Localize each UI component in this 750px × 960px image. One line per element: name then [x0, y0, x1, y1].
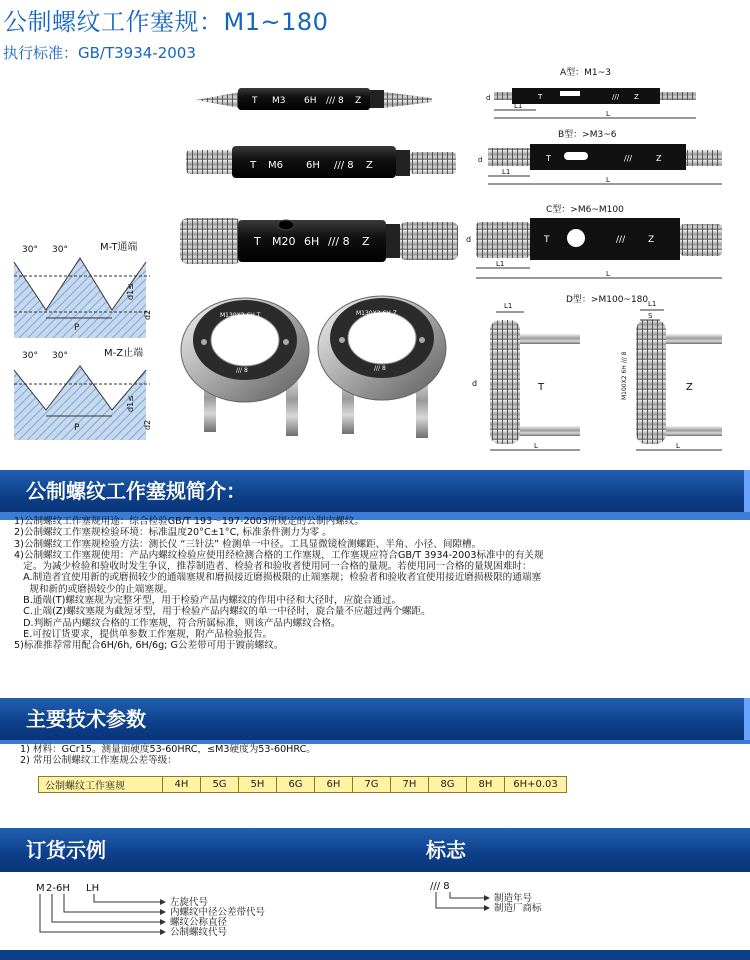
order-label-tolerance: 内螺纹中径公差带代号	[170, 907, 266, 918]
type-b-label: B型：>M3~6	[558, 130, 617, 140]
grade-cell: 6G	[277, 777, 315, 793]
type-d-l-right: L	[676, 442, 680, 450]
gauge-photo-m6	[186, 146, 456, 178]
type-d-z: Z	[686, 382, 693, 393]
type-a-d: d	[486, 94, 491, 102]
type-a-t: T	[538, 93, 543, 101]
intro-line: A.制造者宜使用新的或磨损较少的通端塞规和磨损接近磨损极限的止端塞规；检验者和验收者宜使用接近磨损极限的通端塞	[14, 572, 542, 584]
m3-grade: 6H	[304, 96, 317, 106]
type-c-drawing	[466, 203, 722, 278]
d2-nogo: d2	[143, 419, 152, 430]
intro-line: 4)公制螺纹工作塞规使用：产品内螺纹检验应使用经检测合格的工作塞规，工作塞规应符合GB/T 3934-2003标准中的有关规	[14, 549, 544, 561]
intro-line: D.判断产品内螺纹合格的工作塞规，符合所属标准，则该产品内螺纹合格。	[14, 617, 341, 629]
pitch-nogo: P	[74, 423, 80, 433]
type-a-label: A型：M1~3	[560, 68, 611, 78]
order-code-rest: 2-6H	[46, 883, 70, 894]
ring-t-label: M130X2 6H T	[220, 312, 261, 319]
type-d-l1-right: L1	[648, 300, 657, 308]
type-b-l: L	[606, 176, 610, 184]
order-label-lh: 左旋代号	[170, 897, 209, 908]
m20-z: Z	[362, 235, 370, 248]
pitch-go: P	[74, 323, 80, 333]
params-line-1: 1) 材料：GCr15。测量面硬度53-60HRC，≤M3硬度为53-60HRC。	[20, 744, 316, 755]
intro-line: 规和新的或磨损较少的止端塞规。	[14, 583, 174, 595]
type-a-z: Z	[634, 93, 639, 101]
table-row	[39, 777, 567, 793]
type-d-l1-left: L1	[504, 302, 513, 310]
callout-diagrams	[0, 872, 750, 948]
intro-line: 定。为减少检验和验收时发生争议，推荐制造者、检验者和验收者使用同一合格的量规。若使用同一合格的量规困难时：	[14, 561, 532, 573]
type-d-side-text: M100X2 6H /// 8	[621, 351, 628, 400]
type-b-drawing	[478, 128, 722, 184]
type-a-mark: ///	[612, 93, 620, 101]
bottom-strip	[0, 950, 750, 960]
marking-title: 标志	[426, 838, 466, 862]
type-b-z: Z	[656, 154, 662, 163]
angle-right: 30°	[52, 245, 68, 255]
tolerance-grade-table	[38, 776, 567, 793]
type-c-d: d	[466, 235, 472, 244]
m6-z: Z	[366, 160, 373, 171]
m20-t: T	[254, 235, 261, 248]
order-code-lh: LH	[86, 883, 100, 894]
angle-right-2: 30°	[52, 351, 68, 361]
ring-gauge-t	[181, 298, 309, 436]
order-example	[36, 883, 266, 938]
ring-z-mark: /// 8	[374, 365, 386, 372]
type-d-drawing	[472, 293, 722, 450]
marking-label-year: 制造年号	[494, 893, 533, 904]
m3-t: T	[252, 96, 258, 106]
grade-cell: 6H+0.03	[505, 777, 567, 793]
grade-cell: 7G	[353, 777, 391, 793]
type-c-t: T	[544, 235, 550, 245]
intro-line: C.止端(Z)螺纹塞规为截短牙型，用于检验产品内螺纹的单一中径时，旋合量不应超过两个螺距。	[14, 606, 431, 618]
go-label: M-T通端	[100, 242, 138, 253]
type-c-z: Z	[648, 235, 655, 245]
order-marking-band	[0, 828, 750, 872]
type-a-l: L	[606, 110, 610, 118]
type-d-label: D型：>M100~180	[566, 295, 649, 305]
grade-cell: 8G	[429, 777, 467, 793]
intro-header-band	[0, 470, 750, 512]
intro-line: B.通端(T)螺纹塞规为完整牙型，用于检验产品内螺纹的作用中径和大径时，应旋合通过。	[14, 595, 402, 607]
m20-grade: 6H	[304, 235, 320, 248]
type-d-s: S	[648, 312, 653, 320]
marking-example	[430, 881, 542, 914]
order-code-m: M	[36, 883, 45, 894]
grade-cell: 5H	[239, 777, 277, 793]
grade-cell: 7H	[391, 777, 429, 793]
angle-left-2: 30°	[22, 351, 38, 361]
grade-cell: 8H	[467, 777, 505, 793]
grade-cell: 4H	[163, 777, 201, 793]
table-head-cell: 公制螺纹工作塞规	[39, 777, 163, 793]
ring-t-mark: /// 8	[236, 367, 248, 374]
m6-size: M6	[268, 160, 283, 171]
m20-size: M20	[272, 235, 296, 248]
m3-mark: /// 8	[326, 96, 344, 106]
thread-profile-go	[14, 240, 152, 338]
type-c-label: C型：>M6~M100	[546, 205, 624, 215]
type-c-l1: L1	[496, 260, 505, 268]
m6-mark: /// 8	[334, 160, 354, 171]
order-label-metric: 公制螺纹代号	[170, 927, 228, 938]
type-d-d: d	[472, 379, 478, 388]
m6-t: T	[250, 160, 257, 171]
intro-line: E.可按订货要求，提供单参数工作塞规，附产品检验报告。	[14, 628, 273, 640]
type-a-l1: L1	[514, 102, 523, 110]
type-b-t: T	[546, 154, 551, 163]
intro-line: 5)标准推荐常用配合6H/6h, 6H/6g; G公差带可用于镀前螺纹。	[14, 640, 284, 652]
params-header-band	[0, 698, 750, 740]
intro-line: 2)公制螺纹工作塞规检验环境：标准温度20°C±1°C, 标准条件测力为零 。	[14, 527, 332, 539]
m3-z: Z	[355, 96, 362, 106]
ring-gauge-z	[318, 296, 446, 438]
type-d-l-left: L	[534, 442, 538, 450]
gauge-photo-m20	[180, 218, 458, 264]
type-b-l1: L1	[502, 168, 511, 176]
d1-go: d1≤	[126, 283, 135, 300]
grade-cell: 5G	[201, 777, 239, 793]
d1-nogo: d1≤	[126, 395, 135, 412]
nogo-label: M-Z止端	[104, 348, 144, 359]
m6-grade: 6H	[306, 160, 320, 171]
grade-cell: 6H	[315, 777, 353, 793]
m20-mark: /// 8	[328, 235, 350, 248]
params-title: 主要技术参数	[26, 707, 146, 731]
type-b-mark: ///	[624, 154, 633, 163]
gauge-figures	[0, 60, 750, 460]
type-a-drawing	[486, 66, 696, 118]
d2-go: d2	[143, 309, 152, 320]
gauge-photo-m3	[196, 88, 432, 110]
order-title: 订货示例	[26, 838, 106, 862]
params-text	[20, 744, 316, 767]
standard-text: 执行标准：GB/T3934-2003	[3, 44, 196, 62]
angle-left: 30°	[22, 245, 38, 255]
type-b-d: d	[478, 156, 483, 164]
marking-code: /// 8	[430, 881, 450, 892]
type-c-mark: ///	[616, 235, 626, 245]
params-line-2: 2) 常用公制螺纹工作塞规公差等级：	[20, 755, 177, 767]
page-title: 公制螺纹工作塞规：M1~180	[3, 8, 329, 36]
intro-line: 1)公制螺纹工作塞规用途：综合检验GB/T 193～197-2003所规定的公制内螺纹。	[14, 516, 364, 527]
marking-label-brand: 制造厂商标	[494, 903, 542, 914]
intro-line: 3)公制螺纹工作塞规检验方法：测长仪 “三针法” 检测单一中径。工具显微镜检测螺距、半角、小径、间隙槽。	[14, 538, 482, 550]
order-label-diameter: 螺纹公称直径	[170, 917, 228, 928]
thread-profile-nogo	[14, 346, 152, 440]
ring-z-label: M130X2 6H Z	[356, 310, 397, 317]
m3-size: M3	[272, 96, 286, 106]
band-accent	[744, 698, 750, 740]
intro-title: 公制螺纹工作塞规简介：	[26, 479, 246, 503]
band-accent	[744, 470, 750, 512]
type-c-l: L	[606, 270, 610, 278]
type-d-t: T	[538, 382, 545, 393]
intro-text	[14, 516, 740, 652]
